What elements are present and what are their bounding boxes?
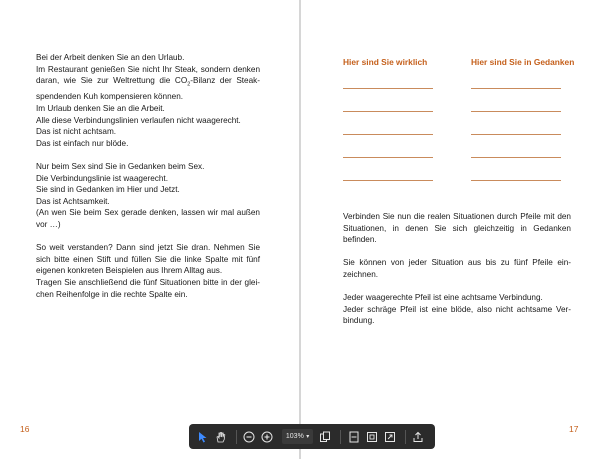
line: (An wen Sie beim Sex gerade denken, lassen wir mal außen vor …) — [36, 208, 260, 229]
zoom-in-icon[interactable] — [260, 428, 275, 446]
write-line-right[interactable] — [471, 111, 561, 112]
column-heading-real: Hier sind Sie wirklich — [343, 57, 428, 67]
copy-pages-icon[interactable] — [317, 428, 332, 446]
write-line-left[interactable] — [343, 180, 433, 181]
line: Alle diese Verbindungslinien verlaufen nicht waagerecht. — [36, 115, 241, 125]
line: So weit verstanden? Dann sind jetzt Sie dran. Nehmen Sie sich bitte einen Stift und füllen Sie die linke Spalte mit fünf eigenen konkreten Beispielen aus Ihrem Alltag aus. — [36, 243, 260, 276]
page-number-left: 16 — [20, 424, 30, 434]
zoom-select[interactable] — [282, 429, 313, 444]
line: Bei der Arbeit denken Sie an den Urlaub. — [36, 53, 185, 62]
paragraph: Verbinden Sie nun die realen Situationen durch Pfeile mit den Situationen, in denen Sie sich gleichzeitig in Gedanken befinden. — [343, 212, 571, 245]
write-line-right[interactable] — [471, 88, 561, 89]
right-page — [301, 0, 600, 459]
paragraph: Sie können von jeder Situation aus bis zu fünf Pfeile einzeichnen. — [343, 258, 571, 279]
paragraph: Jeder waagerechte Pfeil ist eine achtsame Verbindung. — [343, 293, 543, 303]
toolbar-divider — [340, 430, 341, 444]
fit-page-icon[interactable] — [364, 428, 379, 446]
toolbar-divider — [236, 430, 237, 444]
chevron-down-icon: ▾ — [306, 434, 310, 440]
write-line-left[interactable] — [343, 111, 433, 112]
write-line-right[interactable] — [471, 180, 561, 181]
write-line-right[interactable] — [471, 157, 561, 158]
left-page-body — [36, 52, 260, 300]
line: Das ist einfach nur blöde. — [36, 138, 129, 148]
zoom-out-icon[interactable] — [242, 428, 257, 446]
write-line-left[interactable] — [343, 157, 433, 158]
line: Sie sind in Gedanken im Hier und Jetzt. — [36, 185, 180, 195]
write-line-left[interactable] — [343, 134, 433, 135]
left-page — [0, 0, 299, 459]
fullscreen-icon[interactable] — [382, 428, 397, 446]
share-upload-icon[interactable] — [411, 428, 426, 446]
zoom-value: 103% — [285, 433, 304, 440]
fit-width-icon[interactable] — [346, 428, 361, 446]
viewer-toolbar — [189, 424, 435, 449]
write-line-right[interactable] — [471, 134, 561, 135]
line: Die Verbindungslinie ist waagerecht. — [36, 173, 168, 183]
column-heading-thoughts: Hier sind Sie in Gedanken — [471, 57, 575, 67]
select-cursor-icon[interactable] — [195, 428, 210, 446]
line: Im Restaurant genießen Sie nicht Ihr Steak, sondern denken daran, wie Sie zur Weltrettung die $CO_2$-Bilanz der Steakspendenden Kuh kompensieren können. — [36, 64, 260, 102]
page-number-right: 17 — [569, 424, 579, 434]
line: Im Urlaub denken Sie an die Arbeit. — [36, 104, 165, 114]
right-page-body — [343, 211, 571, 327]
line: Das ist Achtsamkeit. — [36, 196, 110, 206]
toolbar-divider — [405, 430, 406, 444]
paragraph: Jeder schräge Pfeil ist eine blöde, also nicht achtsame Verbindung. — [343, 304, 571, 326]
line: Tragen Sie anschließend die fünf Situationen bitte in der gleichen Reihenfolge in die rechte Spalte ein. — [36, 277, 260, 299]
write-line-left[interactable] — [343, 88, 433, 89]
line: Nur beim Sex sind Sie in Gedanken beim Sex. — [36, 161, 205, 171]
hand-pan-icon[interactable] — [213, 428, 228, 446]
line: Das ist nicht achtsam. — [36, 127, 117, 137]
